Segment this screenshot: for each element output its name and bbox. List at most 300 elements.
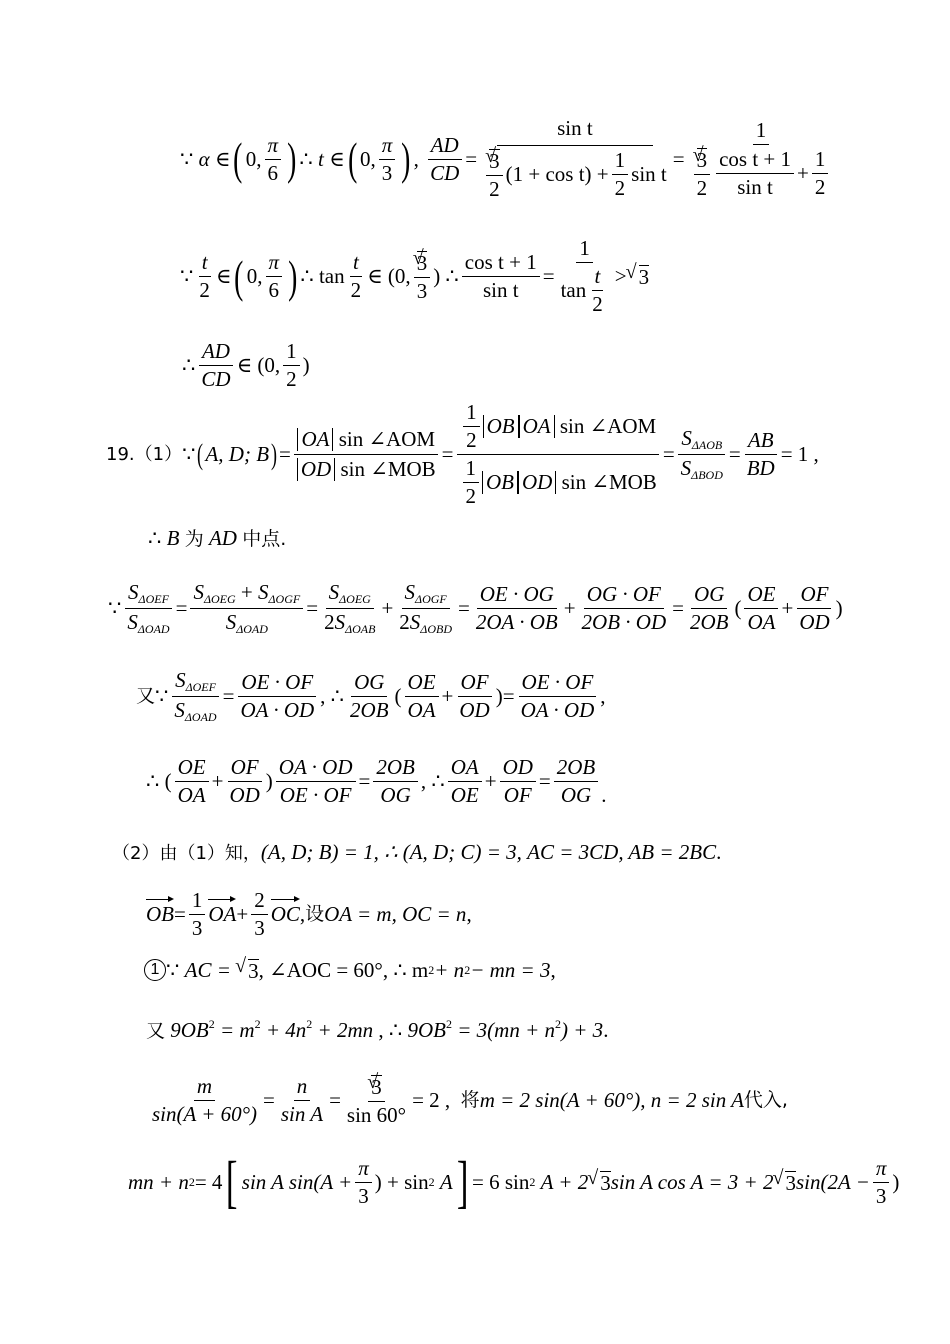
numerator: AB <box>745 430 777 455</box>
superscript: 2 <box>555 1017 562 1031</box>
bracket-close: ] <box>456 1149 469 1214</box>
numerator: OE · OG <box>477 584 557 609</box>
numerator: OG · OF <box>584 584 664 609</box>
fraction <box>355 1155 372 1208</box>
fraction <box>276 757 356 806</box>
text: sin t <box>631 162 667 186</box>
plus: + <box>211 769 224 793</box>
fraction <box>462 252 540 301</box>
line-4 <box>106 402 819 507</box>
subscript: ΔAOB <box>691 438 723 452</box>
numerator: OA <box>448 757 482 782</box>
equals: = <box>458 596 470 620</box>
equals: = <box>728 442 741 466</box>
line-3 <box>182 341 310 390</box>
fraction: $\frac{S_{\Delta OGF}}{2S_{\Delta OBD}}$ <box>399 580 452 636</box>
fraction: $\frac{S_{\Delta OEG}}{2S_{\Delta OAB}}$ <box>324 580 376 636</box>
text: ∴ ( <box>146 769 172 793</box>
equals: = <box>662 442 675 466</box>
line-1 <box>180 118 837 200</box>
abs: OA <box>519 415 555 438</box>
fraction <box>283 341 300 390</box>
fraction <box>463 458 480 507</box>
sqrt <box>486 149 503 176</box>
fraction <box>612 150 629 199</box>
denominator: 2 <box>350 278 362 302</box>
denominator: 3 <box>254 916 265 940</box>
numerator: OF <box>228 757 262 782</box>
fraction <box>486 149 503 200</box>
subscript: ΔOAD <box>137 622 170 636</box>
plus: + <box>563 596 576 620</box>
denominator: OA <box>747 610 776 634</box>
numerator: 1 <box>812 149 829 174</box>
text: ∈ (0, <box>236 353 281 377</box>
equals: = <box>542 264 555 288</box>
text: ) + 3 <box>561 1018 604 1042</box>
numerator: t <box>592 266 604 291</box>
text: m = 2 sin(A + 60°), n = 2 sin A <box>479 1088 744 1112</box>
fraction <box>500 757 536 806</box>
text: , <box>466 902 472 926</box>
comma: , <box>413 146 419 171</box>
denominator: 2OA · OB <box>475 610 558 634</box>
numerator: 2 <box>251 890 268 915</box>
radicand: 3 <box>248 958 259 983</box>
denominator: sin 60° <box>346 1103 407 1127</box>
superscript: 2 <box>188 1175 195 1190</box>
text: > <box>614 264 627 288</box>
numerator: sin t <box>497 118 653 146</box>
numerator: 1 <box>189 890 206 915</box>
numerator: 1 <box>576 238 593 263</box>
superscript: 2 <box>446 1017 452 1031</box>
text: (1 + cos t) + <box>505 162 609 186</box>
denominator <box>558 263 612 315</box>
radicand: 3 <box>638 265 650 289</box>
paren-open: ( <box>234 250 244 302</box>
paren-close: ) <box>287 133 297 185</box>
denominator: CD <box>201 367 231 391</box>
fraction <box>473 584 561 633</box>
equals: = <box>465 146 478 171</box>
text: A, D; B <box>205 442 270 466</box>
because-symbol: ∵ <box>180 146 194 171</box>
equals: = <box>174 902 186 926</box>
numerator: π <box>355 1158 372 1183</box>
therefore-symbol: ∴ <box>299 146 313 171</box>
text: ( <box>394 684 402 708</box>
fraction-big <box>480 118 670 200</box>
plus: + <box>781 596 794 620</box>
fraction <box>373 757 418 806</box>
denominator: 3 <box>875 1183 887 1208</box>
radicand: 3 <box>785 1170 796 1195</box>
abs: OA <box>297 428 333 451</box>
denominator <box>480 146 670 200</box>
numerator: OF <box>797 584 831 609</box>
text: + 2mn <box>317 1018 374 1042</box>
numerator: OE · OF <box>519 672 597 697</box>
denominator: 2OB <box>350 698 389 722</box>
denominator: OF <box>503 783 532 807</box>
text: = 3(mn + n <box>457 1018 556 1042</box>
text: 0, <box>359 146 376 171</box>
vector: OC <box>270 902 300 926</box>
fraction <box>558 238 612 315</box>
because-symbol: ∵ <box>166 957 180 982</box>
numerator: 1 <box>753 120 770 145</box>
sqrt <box>694 148 711 175</box>
line-6: ∵ $\frac{S_{\Delta OEF}}{S_{\Delta OAD}}$ = $\frac{S_{\Delta OEG} + S_{\Delta OGF}}{S_{\Delta OAD}}$ = $\frac{S_{\Delta OEG}}{2S_{\Delta OAB}}$ + $\frac{S_{\Delta OGF}}{2S_{\Delta OBD}}$ = $\frac{OE \cdot OG}{2OA \cdot OB}$ + $\frac{OG \cdot OF}{2OB \cdot OD}$ = $\frac{OG}{2OB}$ ( $\frac{OE}{OA}$ + $\frac{OF}{OD}$ ) <box>108 580 843 636</box>
radicand: 3 <box>696 147 708 172</box>
fraction <box>687 584 732 633</box>
fraction <box>744 584 778 633</box>
denominator: 3 <box>416 279 428 303</box>
text: ) <box>835 596 843 620</box>
denominator: OA <box>177 783 206 807</box>
plus: + <box>236 902 249 926</box>
fraction <box>744 430 778 479</box>
plus: + <box>381 596 394 620</box>
numerator: OA · OD <box>276 757 356 782</box>
denominator: OD <box>229 783 260 807</box>
text: = m <box>220 1018 255 1042</box>
text: 又 <box>136 685 156 707</box>
text: AC = <box>184 957 231 982</box>
text: . <box>716 840 722 864</box>
text: OA = m, OC = n <box>324 902 467 926</box>
numerator: 2OB <box>554 757 599 782</box>
denominator: 2 <box>814 174 826 199</box>
line-7 <box>136 670 606 723</box>
fraction <box>294 428 439 481</box>
numerator: π <box>266 252 283 277</box>
text: A <box>439 1169 453 1194</box>
sqrt <box>627 265 650 288</box>
subscript: ΔOEG <box>339 592 371 606</box>
abs: OD <box>518 471 556 494</box>
text: sin ∠AOM <box>559 414 657 438</box>
numerator: AD <box>428 135 462 160</box>
denominator: 3 <box>358 1183 369 1208</box>
text: 9OB <box>407 1018 446 1042</box>
superscript: 2 <box>254 1017 261 1031</box>
denominator: OA · OD <box>240 698 315 722</box>
numerator: 1 <box>612 150 629 175</box>
numerator: n <box>294 1076 311 1101</box>
text: ∈ <box>215 264 232 288</box>
paren-open: ( <box>233 133 243 185</box>
line-11 <box>144 958 556 982</box>
text: 9OB <box>170 1018 209 1042</box>
fraction <box>348 252 365 301</box>
numerator: π <box>873 1158 890 1183</box>
text: , <box>299 902 306 926</box>
fraction: $\frac{S_{\Delta OEF}}{S_{\Delta OAD}}$ <box>171 670 219 723</box>
text: ) <box>302 353 310 377</box>
fraction <box>226 757 262 806</box>
sqrt <box>773 1171 796 1194</box>
abs: OB <box>482 471 518 494</box>
equals: = <box>279 442 291 466</box>
superscript: 2 <box>208 1017 215 1031</box>
line-10 <box>146 890 472 939</box>
text: S <box>128 580 139 604</box>
therefore-symbol: ∴ <box>148 526 162 550</box>
subscript: ΔOAD <box>184 710 217 724</box>
text: sin(2A − <box>795 1169 870 1194</box>
text: S <box>681 426 692 450</box>
text: , ∠AOC = 60°, ∴ m <box>258 957 429 982</box>
text: + 4n <box>265 1018 307 1042</box>
bracket-open: [ <box>226 1149 238 1214</box>
paren-open: ( <box>197 438 204 471</box>
fraction <box>463 402 480 451</box>
text: (A, D; B) = 1, ∴ (A, D; C) = 3, AC = 3CD, AB = 2BC <box>260 840 717 864</box>
superscript: 2 <box>428 1175 435 1190</box>
denominator: 2 <box>286 367 297 391</box>
equals: = <box>329 1088 341 1112</box>
text: 为 <box>184 528 204 550</box>
because-symbol: ∵ <box>180 264 194 288</box>
subscript: ΔOBD <box>420 622 452 636</box>
text: − mn = 3 <box>470 957 551 982</box>
fraction <box>189 890 206 939</box>
fraction <box>694 148 711 199</box>
text: , <box>600 684 606 708</box>
fraction <box>196 252 213 301</box>
denominator: 2OB <box>689 610 729 634</box>
fraction <box>198 341 233 390</box>
plus: + <box>240 580 253 604</box>
text: + n <box>434 957 465 982</box>
text: 设 <box>305 903 325 925</box>
denominator: 2 <box>465 484 477 508</box>
subscript: ΔOEF <box>138 592 169 606</box>
text: ) ∴ <box>433 264 459 288</box>
text: ∈ (0, <box>367 264 411 288</box>
subscript: ΔOAB <box>345 622 376 636</box>
fraction: $\frac{S_{\Delta OEF}}{S_{\Delta OAD}}$ <box>124 582 172 635</box>
line-2 <box>180 238 649 315</box>
denominator: OG <box>560 783 592 807</box>
vector: OA <box>208 902 237 926</box>
paren-close: ) <box>271 438 278 471</box>
numerator: cos t + 1 <box>716 149 794 174</box>
text: ∈ <box>329 146 345 171</box>
numerator: OG <box>351 672 387 697</box>
numerator: 1 <box>283 341 300 366</box>
text: 0, <box>245 146 262 171</box>
subscript: ΔOGF <box>415 592 447 606</box>
fraction <box>149 1076 260 1125</box>
text: sin A sin(A + <box>241 1169 353 1194</box>
text: sin ∠AOM <box>338 426 436 451</box>
abs: OD <box>297 458 335 481</box>
numerator: t <box>350 252 362 277</box>
text: B <box>166 526 180 550</box>
denominator: 3 <box>381 160 393 185</box>
denominator: 2 <box>466 428 477 452</box>
circled-number: 1 <box>144 959 166 981</box>
equals: = <box>502 684 515 708</box>
denominator: 2 <box>696 175 708 200</box>
fraction <box>456 672 492 721</box>
text: ) <box>495 684 503 708</box>
equals: = <box>538 769 551 793</box>
equals: = <box>441 442 454 466</box>
denominator: sin t <box>737 174 773 199</box>
denominator: 2 <box>592 292 603 316</box>
sqrt <box>236 959 259 982</box>
numerator: cos t + 1 <box>462 252 540 277</box>
line-8 <box>146 757 607 806</box>
fraction <box>812 146 829 199</box>
fraction <box>265 132 282 185</box>
text: = 2 , <box>412 1088 451 1112</box>
numerator: OF <box>458 672 492 697</box>
fraction <box>589 266 606 315</box>
line-9 <box>112 842 721 863</box>
vector: OB <box>146 902 174 926</box>
text: sin ∠MOB <box>561 470 657 494</box>
sqrt <box>368 1075 385 1102</box>
fraction <box>266 252 283 301</box>
text: , <box>320 684 326 708</box>
subscript: ΔOGF <box>268 592 301 606</box>
denominator: 2 <box>199 278 210 302</box>
denominator: 6 <box>267 160 279 185</box>
radicand: 3 <box>600 1170 611 1195</box>
fraction: $\frac{S_{\Delta OEG} + S_{\Delta OGF}}{S_{\Delta OAD}}$ <box>190 582 303 635</box>
text: AD <box>208 526 237 550</box>
fraction <box>518 672 598 721</box>
equals: = <box>222 684 235 708</box>
numerator: 1 <box>463 458 480 483</box>
paren-close: ) <box>401 133 411 185</box>
text: ) <box>892 1169 900 1194</box>
equals: = <box>263 1088 275 1112</box>
denominator: 3 <box>191 916 203 940</box>
denominator: OG <box>380 783 411 807</box>
text: sin A cos A = 3 + 2 <box>610 1169 774 1194</box>
fraction-big <box>457 402 660 507</box>
text: , ∴ <box>378 1018 403 1042</box>
text: 又 <box>146 1020 166 1042</box>
text: ∴ tan <box>300 264 345 288</box>
superscript: 2 <box>428 963 435 978</box>
equals: = <box>306 596 319 620</box>
text: 代入, <box>743 1089 788 1111</box>
fraction <box>347 672 392 721</box>
fraction <box>175 757 209 806</box>
text: = 1 , <box>780 442 819 466</box>
superscript: 2 <box>306 1017 313 1031</box>
numerator: OE · OF <box>238 672 316 697</box>
alpha-in: α ∈ <box>198 146 231 171</box>
line-5 <box>148 528 286 549</box>
denominator: OA · OD <box>520 698 595 722</box>
plus: + <box>441 684 454 708</box>
because-symbol: ∵ <box>155 684 169 708</box>
fraction <box>796 584 832 633</box>
denominator: 2 <box>614 176 626 200</box>
text: sin ∠MOB <box>340 457 436 481</box>
equals: = <box>672 146 685 171</box>
text: = 6 sin <box>472 1169 530 1194</box>
text: tan <box>560 278 587 302</box>
denominator: 2 <box>489 177 500 201</box>
equals: = <box>672 596 684 620</box>
denominator: sin A <box>280 1102 324 1126</box>
fraction <box>448 757 482 806</box>
text: A + 2 <box>540 1169 589 1194</box>
var-t: t <box>318 146 324 171</box>
text: . <box>603 1018 609 1042</box>
text: mn + n <box>128 1169 189 1194</box>
fraction <box>278 1076 326 1125</box>
fraction <box>379 132 396 185</box>
text: ) + sin <box>374 1169 429 1194</box>
therefore-symbol: ∴ <box>330 684 345 708</box>
denominator: sin(A + 60°) <box>152 1102 258 1126</box>
denominator: BD <box>746 456 775 480</box>
problem-number: 19.（1） <box>106 443 183 465</box>
numerator: OE <box>175 757 209 782</box>
fraction <box>579 584 670 633</box>
fraction-ad-cd <box>427 132 462 185</box>
denominator: OE · OF <box>279 783 352 807</box>
text: = 4 <box>194 1169 223 1194</box>
text: 将 <box>460 1089 480 1111</box>
paren-open: ( <box>347 133 357 185</box>
numerator: 2OB <box>373 757 418 782</box>
fraction <box>716 146 794 199</box>
fraction <box>237 672 317 721</box>
radicand: 3 <box>489 149 500 173</box>
denominator: OE <box>450 783 479 807</box>
fraction <box>405 672 439 721</box>
denominator <box>688 145 835 199</box>
text: （2）由（1）知， <box>112 843 261 864</box>
numerator: 1 <box>463 402 480 427</box>
therefore-symbol: ∴ <box>182 353 196 377</box>
text: 2 <box>324 610 335 634</box>
fraction <box>344 1075 409 1126</box>
fraction <box>873 1155 890 1208</box>
text: 中点. <box>242 528 287 550</box>
text: ( <box>734 596 742 620</box>
subscript: ΔOEF <box>185 680 216 694</box>
numerator: OE <box>744 584 778 609</box>
sqrt <box>414 251 431 278</box>
subscript: ΔBOD <box>691 468 723 482</box>
line-14 <box>128 1149 900 1214</box>
superscript: 2 <box>464 963 471 978</box>
text: 0, <box>246 264 263 288</box>
numerator: m <box>194 1076 215 1101</box>
fraction-big <box>688 117 835 200</box>
denominator: 6 <box>268 278 280 302</box>
plus: + <box>797 160 809 185</box>
numerator: OD <box>500 757 536 782</box>
text: . <box>601 783 607 807</box>
denominator: OA <box>407 698 436 722</box>
numerator: AD <box>199 341 233 366</box>
denominator: CD <box>430 160 460 185</box>
text: , ∴ <box>420 769 445 793</box>
